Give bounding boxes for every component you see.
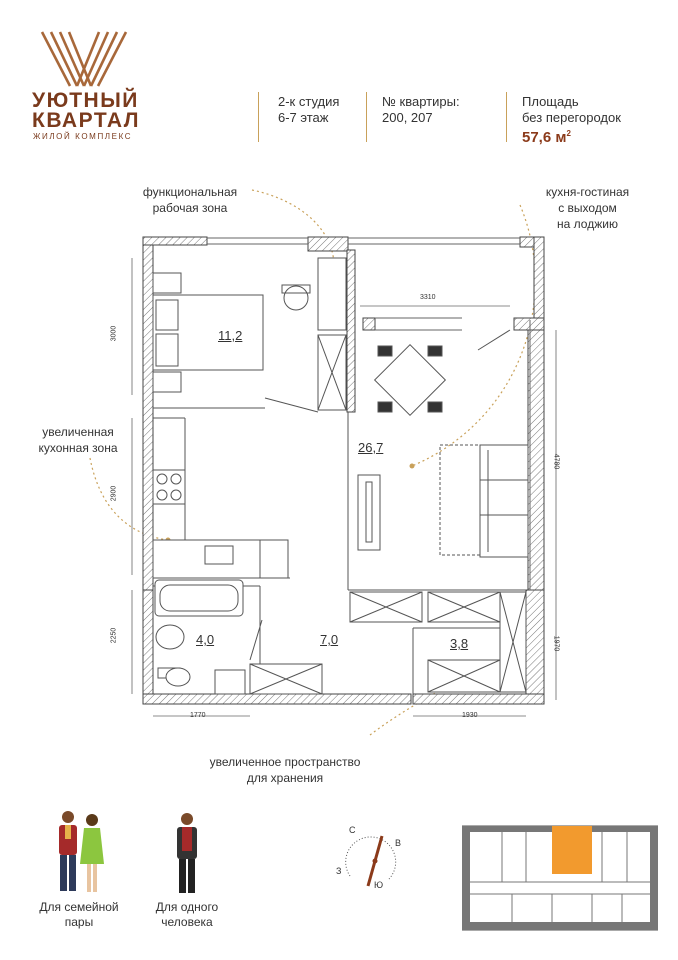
brand-name-line1: УЮТНЫЙ [32,89,139,112]
dining-table [375,345,446,416]
dimension-label: 2900 [110,485,118,502]
couple-icon [48,808,114,896]
apartment-floor: 6-7 этаж [278,110,329,125]
sofa [440,445,528,557]
room-area-storage: 3,8 [450,636,469,651]
apartment-numbers: 200, 207 [382,110,433,125]
dimension-label: 2250 [110,627,118,644]
area-label-1: Площадь [522,94,579,109]
persona-couple-label: Для семейной пары [39,900,119,929]
callout-work-zone: функциональная рабочая зона [142,185,238,215]
area-value: 57,6 $м^2$ [522,129,571,146]
compass-north: С [349,825,356,835]
persona-single-label: Для одного человека [155,900,219,929]
brand-tagline: ЖИЛОЙ КОМПЛЕКС [33,132,133,141]
room-area-bedroom: 11,2 [218,328,243,343]
callout-kitchen: увеличенная кухонная зона [38,425,118,455]
single-person-icon [170,810,204,896]
callout-storage: увеличенное пространство для хранения [209,755,361,785]
dimension-label: 1970 [552,635,560,652]
room-area-hall: 7,0 [320,632,339,647]
compass-south: Ю [374,880,384,890]
highlighted-apartment [552,826,592,874]
dimension-label: 4780 [552,453,560,470]
dimension-label: 3000 [110,325,118,342]
bed [153,273,263,392]
callout-living-room: кухня-гостиная с выходом на лоджию [545,185,630,231]
compass-east: В [395,838,402,848]
kitchen [153,470,288,578]
compass-icon [330,826,410,896]
area-label-2: без перегородок [522,110,621,125]
room-area-living: 26,7 [358,440,384,455]
compass-west: З [336,866,342,876]
desk [282,258,346,330]
dimension-label: 1770 [190,712,206,719]
room-area-bath: 4,0 [196,632,215,647]
floor-key-plan [462,822,658,932]
apartment-type: 2-к студия [278,94,340,109]
dimension-label: 1930 [462,712,478,719]
apartment-number-label: № квартиры: [382,94,460,109]
dimension-label: 3310 [420,294,436,301]
brand-name-line2: КВАРТАЛ [32,109,140,132]
